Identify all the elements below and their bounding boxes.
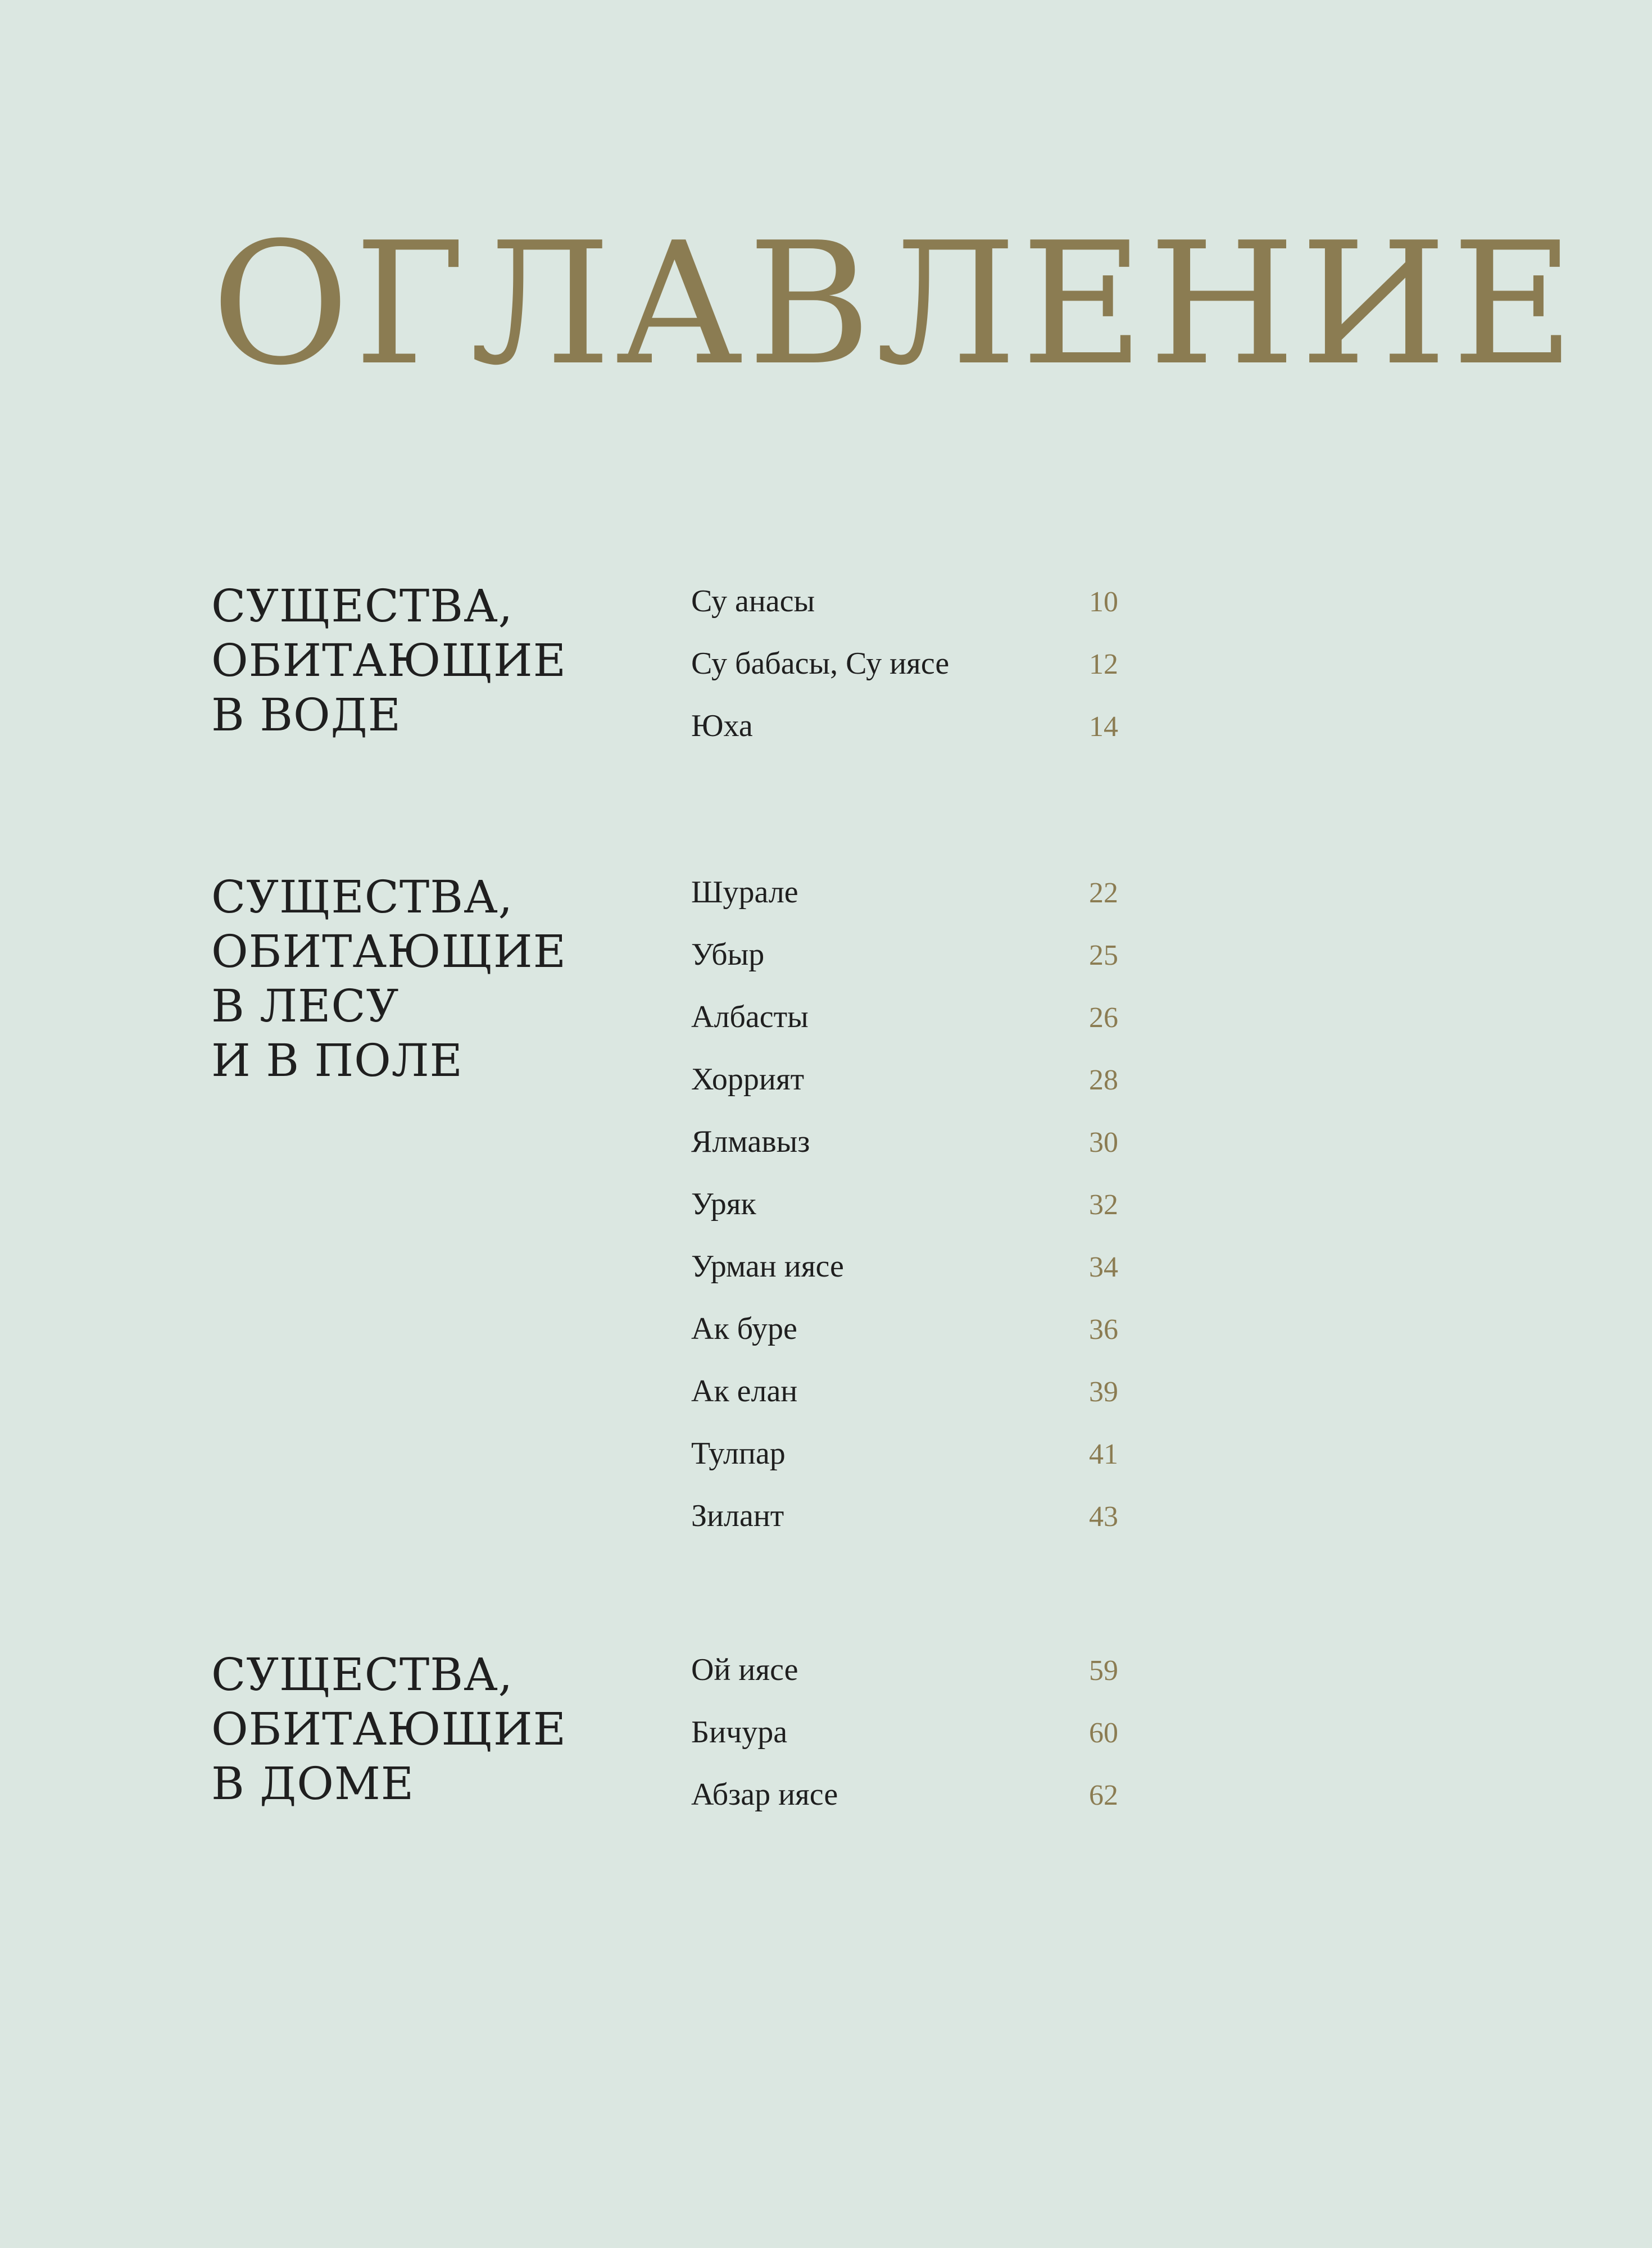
entry-page-number: 26 <box>1089 1002 1118 1034</box>
toc-entry[interactable] <box>691 1057 1253 1119</box>
entry-page-number: 62 <box>1089 1779 1118 1811</box>
entry-page-number: 28 <box>1089 1064 1118 1096</box>
entry-title: Албасты <box>691 1000 809 1034</box>
entry-title: Ялмавыз <box>691 1124 810 1159</box>
toc-entry[interactable] <box>691 1244 1253 1306</box>
entry-title: Хоррият <box>691 1062 805 1097</box>
entry-title: Су бабасы, Су иясе <box>691 646 950 681</box>
entry-page-number: 34 <box>1089 1251 1118 1283</box>
entry-title: Уряк <box>691 1187 756 1221</box>
entry-list <box>691 1647 1253 1834</box>
entry-list <box>691 870 1253 1556</box>
toc-entry[interactable] <box>691 1431 1253 1493</box>
toc-entry[interactable] <box>691 1119 1253 1182</box>
toc-entry[interactable] <box>691 1306 1253 1369</box>
toc-entry[interactable] <box>691 1647 1253 1710</box>
entry-title: Убыр <box>691 937 765 972</box>
page-title: ОГЛАВЛЕНИЕ <box>211 206 1580 402</box>
entry-page-number: 36 <box>1089 1314 1118 1346</box>
toc-entry[interactable] <box>691 703 1253 766</box>
entry-title: Бичура <box>691 1715 788 1750</box>
toc-entry[interactable] <box>691 1182 1253 1244</box>
entry-page-number: 12 <box>1089 648 1118 680</box>
toc-entry[interactable] <box>691 1369 1253 1431</box>
toc-entry[interactable] <box>691 641 1253 703</box>
toc-entry[interactable] <box>691 1493 1253 1556</box>
entry-page-number: 32 <box>1089 1189 1118 1221</box>
entry-page-number: 10 <box>1089 586 1118 618</box>
entry-page-number: 14 <box>1089 711 1118 743</box>
entry-page-number: 60 <box>1089 1717 1118 1749</box>
toc-entry[interactable] <box>691 579 1253 641</box>
entry-title: Зилант <box>691 1498 784 1533</box>
entry-title: Тулпар <box>691 1436 786 1471</box>
entry-title: Шурале <box>691 875 798 910</box>
entry-list <box>691 579 1253 766</box>
entry-page-number: 30 <box>1089 1127 1118 1159</box>
toc-entry[interactable] <box>691 870 1253 932</box>
entry-page-number: 39 <box>1089 1376 1118 1408</box>
toc-entry[interactable] <box>691 994 1253 1057</box>
entry-page-number: 22 <box>1089 877 1118 909</box>
entry-title: Су анасы <box>691 584 815 619</box>
entry-title: Ак елан <box>691 1374 798 1409</box>
toc-entry[interactable] <box>691 1772 1253 1834</box>
entry-page-number: 43 <box>1089 1501 1118 1533</box>
entry-title: Урман иясе <box>691 1249 844 1284</box>
entry-title: Юха <box>691 709 753 743</box>
entry-page-number: 25 <box>1089 939 1118 971</box>
section-heading: СУЩЕСТВА, ОБИТАЮЩИЕ В ВОДЕ <box>211 580 567 741</box>
entry-page-number: 59 <box>1089 1655 1118 1687</box>
section-heading: СУЩЕСТВА, ОБИТАЮЩИЕ В ДОМЕ <box>211 1648 567 1810</box>
section-heading: СУЩЕСТВА, ОБИТАЮЩИЕ В ЛЕСУ И В ПОЛЕ <box>211 871 567 1087</box>
entry-title: Абзар иясе <box>691 1777 838 1812</box>
entry-title: Ой иясе <box>691 1652 798 1687</box>
entry-page-number: 41 <box>1089 1438 1118 1470</box>
toc-entry[interactable] <box>691 932 1253 994</box>
toc-entry[interactable] <box>691 1710 1253 1772</box>
entry-title: Ак буре <box>691 1311 797 1346</box>
